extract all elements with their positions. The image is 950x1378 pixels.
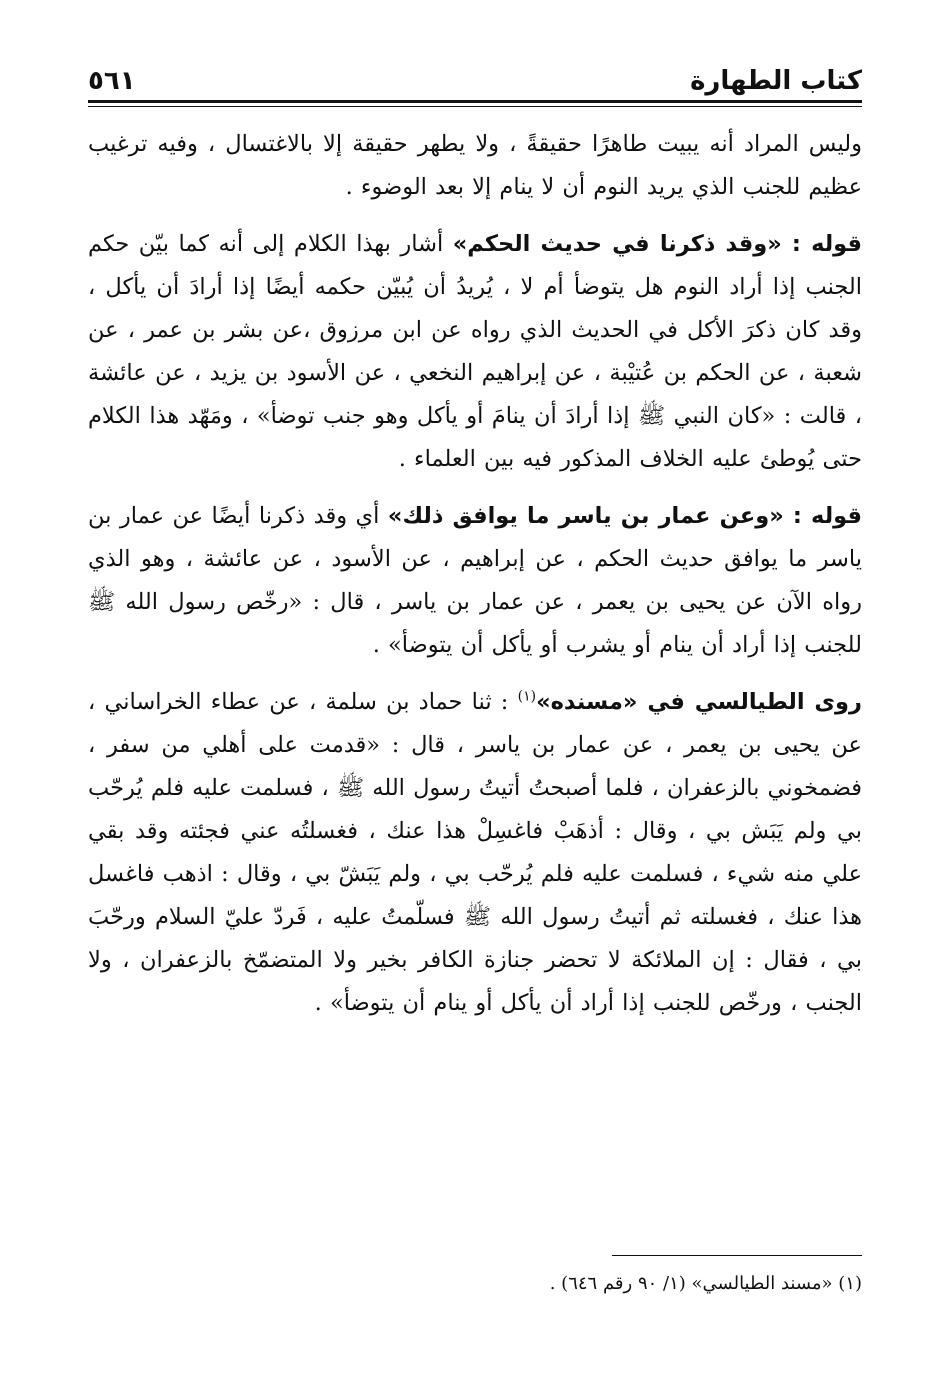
paragraph-text: وليس المراد أنه يبيت طاهرًا حقيقةً ، ولا يطهر حقيقة إلا بالاغتسال ، وفيه ترغيب عظيم للجنب الذي يريد النوم أن لا ينام إلا بعد الوضوء .: [88, 131, 862, 200]
paragraph-3: [88, 495, 862, 667]
book-title: كتاب الطهارة: [690, 66, 862, 96]
paragraph-2: [88, 223, 862, 481]
paragraph-lead: قوله : «وقد ذكرنا في حديث الحكم»: [452, 231, 863, 257]
paragraph-1: [88, 123, 862, 209]
paragraph-text: : ثنا حماد بن سلمة ، عن عطاء الخراساني ، عن يحيى بن يعمر ، عن عمار بن ياسر ، قال : «قدمت على أهلي من سفر ، فضمخوني بالزعفران ، فلما أصبحتُ أتيتُ رسول الله ﷺ ، فسلمت عليه فلم يُرحّب بي ولم يَبَش بي ، وقال : أذهَبْ فاغسِلْ هذا عنك ، فغسلتُه عني فجئته وقد بقي علي منه شيء ، فسلمت عليه فلم يُرحّب بي ، ولم يَبَشّ بي ، وقال : اذهب فاغسل هذا عنك ، فغسلته ثم أتيتُ رسول الله ﷺ فسلّمتُ عليه ، فَردّ عليّ السلام ورحّبَ بي ، فقال : إن الملائكة لا تحضر جنازة الكافر بخير ولا المتضمّخ بالزعفران ، ولا الجنب ، ورخّص للجنب إذا أراد أن يأكل أو ينام أن يتوضأ» .: [87, 689, 862, 1016]
paragraph-4: [88, 681, 862, 1025]
footnote-separator: [612, 1255, 862, 1256]
running-header: [88, 40, 862, 98]
paragraph-lead: روى الطيالسي في «مسنده»: [536, 689, 862, 715]
paragraph-lead: قوله : «وعن عمار بن ياسر ما يوافق ذلك»: [387, 503, 862, 529]
footnote-1: (١) «مسند الطيالسي» (١/ ٩٠ رقم ٦٤٦) .: [549, 1273, 862, 1294]
main-text: [88, 123, 862, 1025]
footnote-marker[interactable]: (١): [517, 688, 537, 705]
header-rule-thick: [88, 100, 862, 103]
paragraph-text: أي وقد ذكرنا أيضًا عن عمار بن ياسر ما يوافق حديث الحكم ، عن إبراهيم ، عن الأسود ، عن عائشة ، وهو الذي رواه الآن عن يحيى بن يعمر ، عن عمار بن ياسر ، قال : «رخّص رسول الله ﷺ للجنب إذا أراد أن ينام أو يشرب أو يأكل أن يتوضأ» .: [88, 503, 862, 658]
header-rule-thin: [88, 106, 862, 107]
footnotes: [88, 1255, 862, 1298]
page-number: ٥٦١: [88, 66, 136, 96]
book-page: [88, 40, 862, 1338]
paragraph-text: أشار بهذا الكلام إلى أنه كما بيّن حكم الجنب إذا أراد النوم هل يتوضأ أم لا ، يُريدُ أن يُبيّن حكمه أيضًا إذا أرادَ أن يأكل ، وقد كان ذكرَ الأكل في الحديث الذي رواه عن ابن مرزوق ،عن بشر بن عمر ، عن شعبة ، عن الحكم بن عُتيْبة ، عن إبراهيم النخعي ، عن الأسود بن يزيد ، عن عائشة ، قالت : «كان النبي ﷺ إذا أرادَ أن ينامَ أو يأكل وهو جنب توضأ» ، ومَهّد هذا الكلام حتى يُوطئ عليه الخلاف المذكور فيه بين العلماء .: [88, 231, 862, 472]
